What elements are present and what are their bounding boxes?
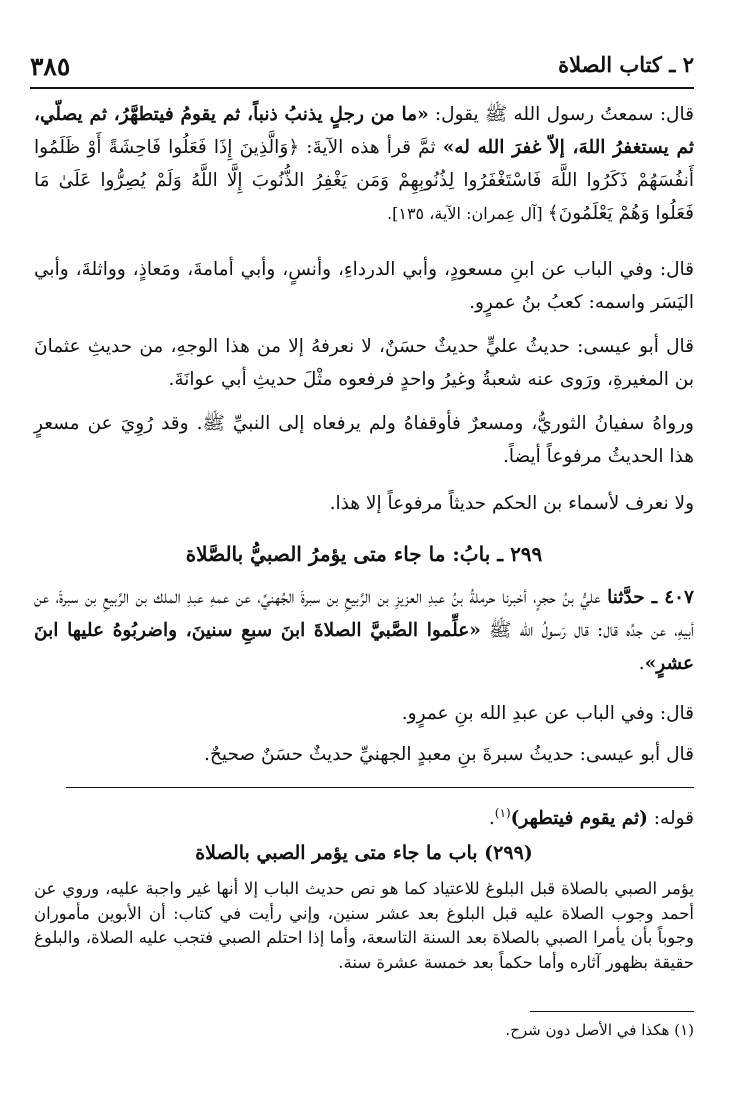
commentary-heading: (٢٩٩) باب ما جاء متى يؤمر الصبي بالصلاة — [195, 842, 533, 864]
commentary-divider — [66, 787, 694, 788]
commentary-text: يؤمر الصبي بالصلاة قبل البلوغ للاعتياد كما هو نص حديث الباب إلا أنها غير واجبة عليه، وروي عن أحمد وجوب الصلاة عليه قبل البلوغ بعد عشر سنين، وإني رأيت في كتاب: أن الأبوين مأموران وجوباً بأن يأمرا الصبي بالصلاة بعد السنة التاسعة، وأما إذا احتلم الصبي فتجب عليه الصلاة، والبلوغ حقيقة بظهور آثاره وأما حكماً بعد خمسة عشرة سنة. — [34, 879, 694, 972]
chapter-heading-299: ٢٩٩ ـ بابُ: ما جاء متى يؤمرُ الصبيُّ بالصَّلاة — [185, 542, 543, 566]
hadith-chain: عليُّ بنُ حجرٍ، أخبرنا حرملةُ بنُ عبدِ العزيزِ بن الرَّبيعِ بن سبرةَ الجُهنيِّ، عن عمهِ عبدِ الملك بن الرَّبيعِ بن سبرةَ، عن أبيهِ، عن جدِّه قال: قال رَسولُ الله ﷺ — [34, 587, 694, 641]
page-number: ٣٨٥ — [30, 52, 71, 81]
verse-reference: [آل عِمران: الآية، ١٣٥]. — [387, 204, 548, 223]
header-rule — [30, 87, 694, 89]
commentary-quote-end: . — [488, 808, 495, 830]
commentary-quote-line — [34, 797, 694, 835]
paragraph-bab-abdullah: قال: وفي الباب عن عبدِ الله بنِ عمرٍو. — [401, 703, 694, 724]
paragraph-sufyan-riwaya: ورواهُ سفيانُ الثوريُّ، ومسعرٌ فأوقفاهُ ولم يرفعاه إلى النبيِّ ﷺ. وقد رُوِيَ عن مسعرٍ هذا الحديثُ مرفوعاً أيضاً. — [34, 413, 694, 467]
paragraph-hadith-istighfar — [34, 98, 694, 230]
p1-hadith-text: «ما من رجلٍ يذنبُ ذنباً، ثم يقومُ فيتطهَّرُ، ثم يصلّي، ثم يستغفرُ اللهَ، إلاّ غفرَ الله له» — [34, 104, 694, 158]
chapter-title: ٢ ـ كتاب الصلاة — [558, 52, 694, 77]
p1-mid: ثمَّ قرأ هذه الآيةَ: — [299, 137, 443, 158]
footnote-rule — [530, 1011, 694, 1012]
paragraph-asma-note: ولا نعرف لأسماء بن الحكم حديثاً مرفوعاً إلا هذا. — [329, 493, 694, 514]
footnote-1: (١) هكذا في الأصل دون شرح. — [505, 1021, 694, 1039]
quran-verse: ﴿وَالَّذِينَ إِذَا فَعَلُوا فَاحِشَةً أَوْ ظَلَمُوا أَنفُسَهُمْ ذَكَرُوا اللَّهَ فَاسْتَغْفَرُوا لِذُنُوبِهِمْ وَمَن يَغْفِرُ الذُّنُوبَ إِلَّا اللَّهُ وَلَمْ يُصِرُّوا عَلَىٰ مَا فَعَلُوا وَهُمْ يَعْلَمُونَ﴾ — [34, 137, 694, 224]
hadith-number: ٤٠٧ ـ — [644, 587, 694, 608]
commentary-quote-prefix: قوله: — [647, 808, 694, 830]
footnote-marker: (١) — [494, 806, 511, 820]
paragraph-bab-narrators: قال: وفي الباب عن ابنِ مسعودٍ، وأبي الدرداءِ، وأنسٍ، وأبي أمامةَ، ومَعاذٍ، وواثلةَ، وأبي اليَسَر واسمه: كعبُ بنُ عمرٍو. — [34, 259, 694, 313]
hadith-matn: «علِّموا الصَّبيَّ الصلاةَ ابنَ سبعِ سنينَ، واضربُوهُ عليها ابنَ عشرٍ» — [34, 620, 694, 674]
commentary-quote: (ثم يقوم فيتطهر) — [510, 808, 648, 830]
haddathana: حدَّثنا — [607, 587, 645, 608]
paragraph-abu-isa-sabra: قال أبو عيسى: حديثُ سبرةَ بنِ معبدٍ الجهنيِّ حديثٌ حسَنٌ صحيحٌ. — [204, 744, 694, 765]
paragraph-abu-isa-grading: قال أبو عيسى: حديثُ عليٍّ حديثٌ حسَنٌ، لا نعرفهُ إلا من هذا الوجهِ، من حديثِ عثمانَ بن المغيرةِ، ورَوى عنه شعبةُ وغيرُ واحدٍ فرفعوه مثْلَ حديثِ أبي عوانَةَ. — [34, 336, 694, 390]
hadith-407 — [34, 581, 694, 680]
hadith-end: . — [638, 653, 645, 674]
p1-intro: قال: سمعتُ رسول الله ﷺ يقول: — [428, 104, 694, 125]
